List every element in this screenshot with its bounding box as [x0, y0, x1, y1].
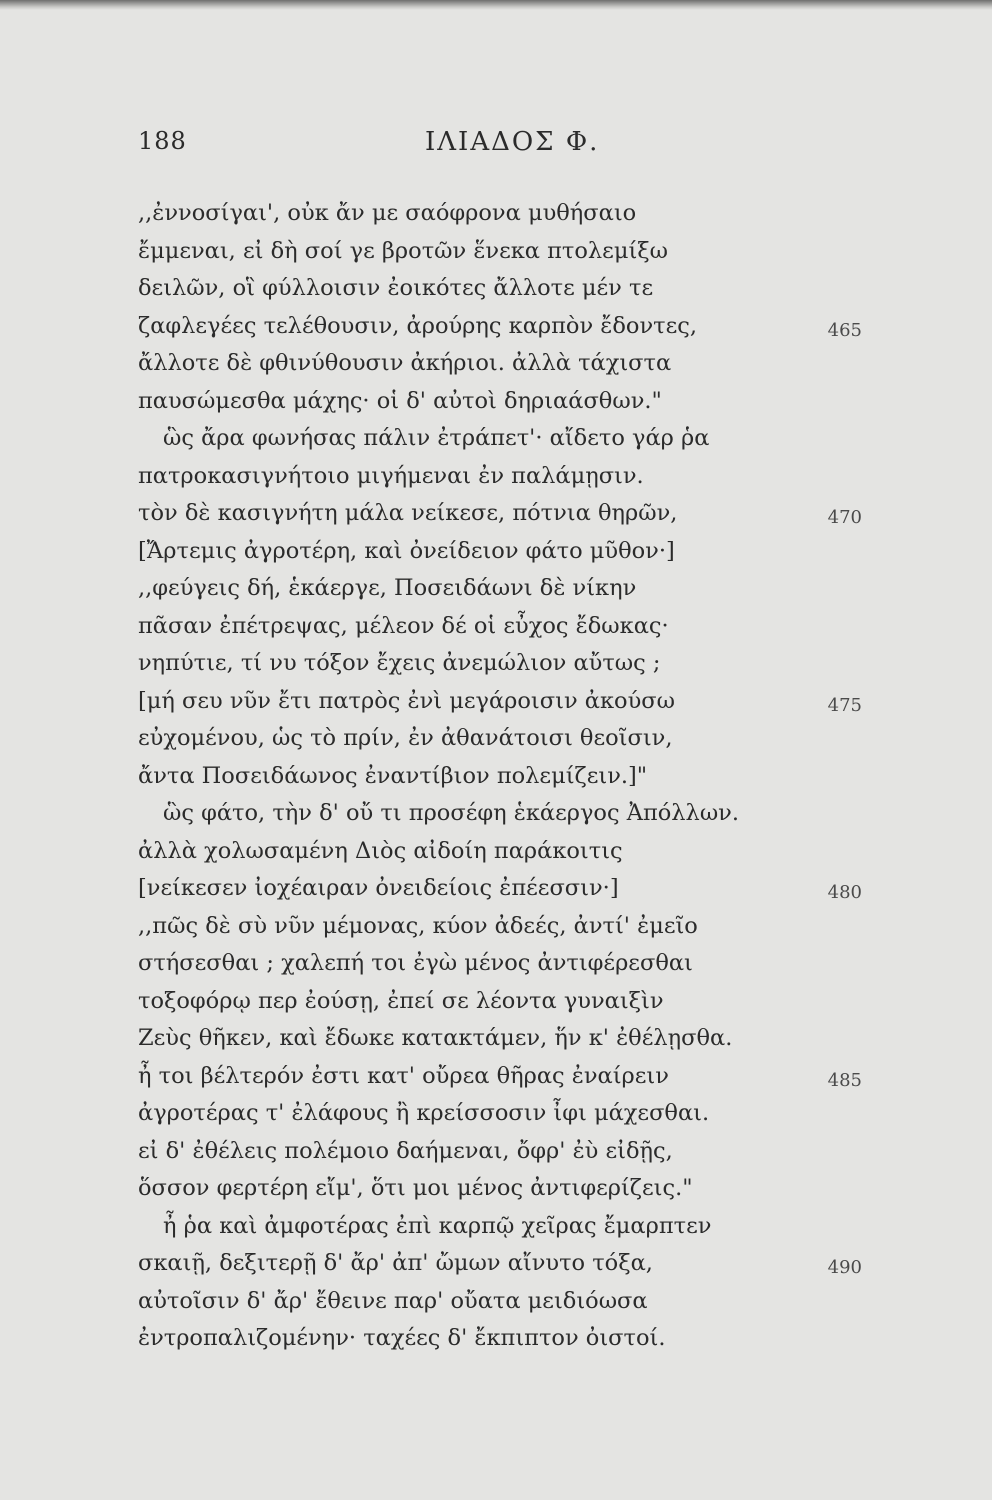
verse-line: [0, 1095, 992, 1133]
verse-text: Ζεὺς θῆκεν, καὶ ἔδωκε κατακτάμεν, ἥν κ' ἐθέλῃσθα.: [138, 1025, 733, 1051]
verse-line: [0, 758, 992, 796]
verse-line: [0, 345, 992, 383]
verse-text: ἀγροτέρας τ' ἐλάφους ἢ κρείσσοσιν ἶφι μάχεσθαι.: [138, 1100, 710, 1126]
verse-text: ἐντροπαλιζομένην· ταχέες δ' ἔκπιπτον ὀιστοί.: [138, 1325, 666, 1351]
verse-text: ὣς φάτο, τὴν δ' οὔ τι προσέφη ἑκάεργος Ἀπόλλων.: [163, 800, 739, 826]
verse-text: ἄντα Ποσειδάωνος ἐναντίβιον πολεμίζειν.]": [138, 762, 648, 789]
verse-number: 470: [827, 507, 862, 528]
verse-number: 480: [827, 882, 862, 903]
verse-text: εἰ δ' ἐθέλεις πολέμοιο δαήμεναι, ὄφρ' ἐὺ εἰδῇς,: [138, 1137, 673, 1164]
verse-line: [0, 1020, 992, 1058]
verse-block: [0, 195, 992, 1358]
verse-text: στήσεσθαι ; χαλεπή τοι ἐγὼ μένος ἀντιφέρεσθαι: [138, 950, 693, 976]
verse-text: ἄλλοτε δὲ φθινύθουσιν ἀκήριοι. ἀλλὰ τάχιστα: [138, 350, 672, 376]
verse-text: ἀλλὰ χολωσαμένη Διὸς αἰδοίη παράκοιτις: [138, 837, 623, 864]
verse-text: ,,ἐννοσίγαι', οὐκ ἄν με σαόφρονα μυθήσαιο: [138, 200, 637, 226]
verse-text: τοξοφόρῳ περ ἐούσῃ, ἐπεί σε λέοντα γυναιξὶν: [138, 987, 664, 1014]
verse-line: [0, 270, 992, 308]
verse-line: [0, 383, 992, 421]
verse-text: νηπύτιε, τί νυ τόξον ἔχεις ἀνεμώλιον αὔτως ;: [138, 650, 661, 676]
verse-text: ἦ τοι βέλτερόν ἐστι κατ' οὔρεα θῆρας ἐναίρειν: [138, 1062, 669, 1089]
verse-line: [0, 645, 992, 683]
verse-line: [0, 1283, 992, 1321]
verse-text: ,,φεύγεις δή, ἑκάεργε, Ποσειδάωνι δὲ νίκην: [138, 575, 637, 601]
verse-line: [0, 720, 992, 758]
verse-text: [Ἄρτεμις ἀγροτέρη, καὶ ὀνείδειον φάτο μῦθον·]: [138, 537, 675, 564]
verse-line: [0, 795, 992, 833]
verse-text: ἦ ῥα καὶ ἀμφοτέρας ἐπὶ καρπῷ χεῖρας ἔμαρπτεν: [163, 1212, 712, 1239]
verse-line: [0, 533, 992, 571]
verse-number: 490: [827, 1257, 862, 1278]
verse-text: πᾶσαν ἐπέτρεψας, μέλεον δέ οἱ εὖχος ἔδωκας·: [138, 612, 669, 639]
verse-number: 485: [827, 1069, 862, 1091]
verse-text: ζαφλεγέες τελέθουσιν, ἀρούρης καρπὸν ἔδοντες,: [138, 312, 697, 339]
verse-text: σκαιῇ, δεξιτερῇ δ' ἄρ' ἀπ' ὤμων αἴνυτο τόξα,: [138, 1250, 653, 1276]
verse-line: [0, 683, 992, 721]
verse-line: [0, 908, 992, 946]
verse-text: [νείκεσεν ἰοχέαιραν ὀνειδείοις ἐπέεσσιν·]: [138, 875, 619, 901]
verse-line: [0, 495, 992, 533]
verse-line: [0, 195, 992, 233]
verse-line: [0, 1058, 992, 1096]
verse-line: [0, 570, 992, 608]
verse-text: τὸν δὲ κασιγνήτη μάλα νείκεσε, πότνια θηρῶν,: [138, 500, 678, 526]
verse-text: [μή σευ νῦν ἔτι πατρὸς ἐνὶ μεγάροισιν ἀκούσω: [138, 687, 675, 714]
verse-text: ἔμμεναι, εἰ δὴ σοί γε βροτῶν ἕνεκα πτολεμίξω: [138, 237, 669, 264]
verse-line: [0, 1170, 992, 1208]
page-top-edge: [0, 0, 992, 10]
verse-text: δειλῶν, οἳ φύλλοισιν ἐοικότες ἄλλοτε μέν τε: [138, 275, 654, 301]
page-header: [0, 127, 992, 167]
verse-line: [0, 833, 992, 871]
verse-line: [0, 983, 992, 1021]
verse-text: εὐχομένου, ὡς τὸ πρίν, ἐν ἀθανάτοισι θεοῖσιν,: [138, 725, 673, 751]
verse-line: [0, 1320, 992, 1358]
running-title: ΙΛΙΑΔΟΣ Φ.: [425, 127, 600, 157]
verse-line: [0, 233, 992, 271]
verse-number: 475: [827, 694, 862, 716]
verse-line: [0, 945, 992, 983]
verse-text: ὣς ἄρα φωνήσας πάλιν ἐτράπετ'· αἴδετο γάρ ῥα: [163, 425, 710, 451]
verse-line: [0, 458, 992, 496]
page-number: 188: [138, 127, 187, 155]
verse-line: [0, 308, 992, 346]
verse-text: πατροκασιγνήτοιο μιγήμεναι ἐν παλάμῃσιν.: [138, 462, 644, 489]
verse-text: παυσώμεσθα μάχης· οἱ δ' αὐτοὶ δηριαάσθων.": [138, 387, 662, 414]
verse-line: [0, 420, 992, 458]
verse-text: ὅσσον φερτέρη εἴμ', ὅτι μοι μένος ἀντιφερίζεις.": [138, 1175, 693, 1201]
verse-line: [0, 608, 992, 646]
verse-text: αὐτοῖσιν δ' ἄρ' ἔθεινε παρ' οὔατα μειδιόωσα: [138, 1287, 648, 1314]
verse-number: 465: [827, 319, 862, 341]
verse-text: ,,πῶς δὲ σὺ νῦν μέμονας, κύον ἀδεές, ἀντί' ἐμεῖο: [138, 912, 698, 939]
verse-line: [0, 1133, 992, 1171]
verse-line: [0, 1208, 992, 1246]
verse-line: [0, 1245, 992, 1283]
verse-line: [0, 870, 992, 908]
